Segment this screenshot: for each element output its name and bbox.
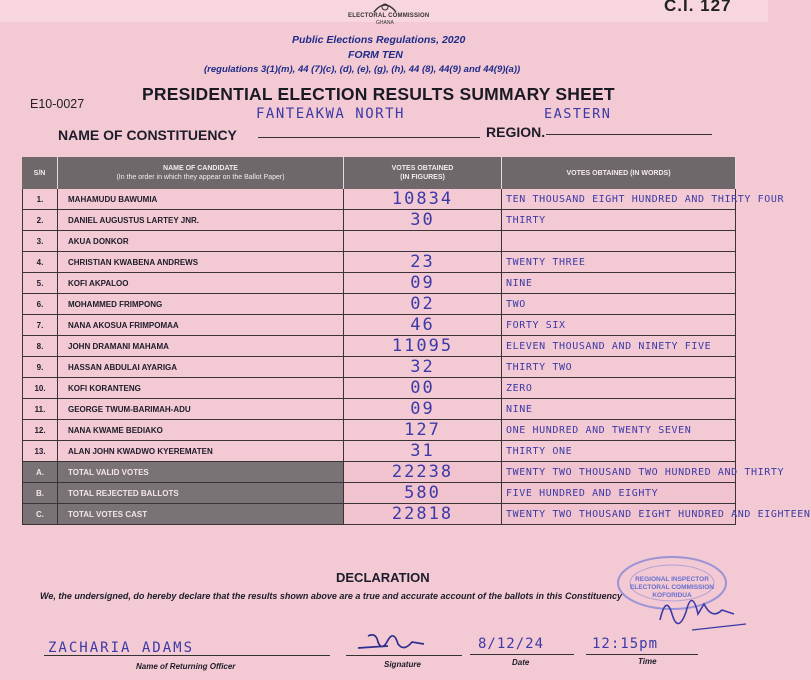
table-row: [22, 441, 736, 462]
table-row: [22, 294, 736, 315]
declaration-heading: DECLARATION: [336, 570, 430, 585]
constituency-underline: [258, 137, 480, 138]
header-figures: VOTES OBTAINED (IN FIGURES): [344, 157, 502, 189]
officer-signature: [354, 630, 438, 656]
votes-figures: 09: [344, 273, 502, 293]
candidate-name: ALAN JOHN KWADWO KYEREMATEN: [58, 441, 344, 461]
table-row: [22, 315, 736, 336]
votes-words: [502, 231, 736, 251]
candidate-name: MOHAMMED FRIMPONG: [58, 294, 344, 314]
date-label: Date: [512, 658, 530, 667]
votes-figures: 127: [344, 420, 502, 440]
total-row: [22, 483, 736, 504]
officer-underline: [44, 655, 330, 656]
votes-words: THIRTY TWO: [502, 357, 736, 377]
votes-words: TWENTY TWO THOUSAND EIGHT HUNDRED AND EIGHTEEN: [502, 504, 736, 524]
row-sn: 10.: [22, 378, 58, 398]
candidate-name: CHRISTIAN KWABENA ANDREWS: [58, 252, 344, 272]
region-value: EASTERN: [544, 106, 612, 122]
votes-figures: 580: [344, 483, 502, 503]
candidate-name: MAHAMUDU BAWUMIA: [58, 189, 344, 209]
table-row: [22, 420, 736, 441]
votes-figures: 11095: [344, 336, 502, 356]
row-sn: 5.: [22, 273, 58, 293]
page-title: PRESIDENTIAL ELECTION RESULTS SUMMARY SHEET: [142, 84, 615, 104]
votes-figures: 31: [344, 441, 502, 461]
table-row: [22, 273, 736, 294]
regulations-title: Public Elections Regulations, 2020: [292, 34, 466, 46]
date-value: 8/12/24: [478, 636, 545, 652]
total-row: [22, 462, 785, 483]
form-serial: E10-0027: [30, 97, 85, 111]
signature-underline: [346, 655, 462, 656]
votes-words: ZERO: [502, 378, 736, 398]
candidate-name: DANIEL AUGUSTUS LARTEY JNR.: [58, 210, 344, 230]
row-sn: 7.: [22, 315, 58, 335]
date-underline: [470, 654, 574, 655]
time-label: Time: [638, 657, 657, 666]
total-row: [22, 504, 811, 525]
form-code: C.I. 127: [664, 0, 732, 15]
returning-officer-name: ZACHARIA ADAMS: [48, 640, 195, 656]
votes-figures: 30: [344, 210, 502, 230]
results-table: [22, 157, 811, 525]
candidate-name: TOTAL VOTES CAST: [58, 504, 344, 524]
constituency-value: FANTEAKWA NORTH: [256, 106, 405, 122]
candidate-name: KOFI AKPALOO: [58, 273, 344, 293]
table-row: [22, 210, 736, 231]
votes-words: NINE: [502, 273, 736, 293]
table-row: [22, 378, 736, 399]
votes-words: ELEVEN THOUSAND AND NINETY FIVE: [502, 336, 736, 356]
table-row: [22, 252, 736, 273]
candidate-name: JOHN DRAMANI MAHAMA: [58, 336, 344, 356]
candidate-name: TOTAL REJECTED BALLOTS: [58, 483, 344, 503]
table-body: [22, 189, 811, 525]
row-sn: 2.: [22, 210, 58, 230]
table-row: [22, 357, 736, 378]
votes-figures: [344, 231, 502, 251]
constituency-label: NAME OF CONSTITUENCY: [58, 127, 237, 143]
votes-words: TWO: [502, 294, 736, 314]
row-sn: 11.: [22, 399, 58, 419]
row-sn: 4.: [22, 252, 58, 272]
votes-words: FORTY SIX: [502, 315, 736, 335]
form-name: FORM TEN: [348, 49, 403, 61]
header-words: VOTES OBTAINED (IN WORDS): [502, 157, 736, 189]
table-row: [22, 189, 785, 210]
candidate-name: NANA KWAME BEDIAKO: [58, 420, 344, 440]
candidate-name: KOFI KORANTENG: [58, 378, 344, 398]
declaration-text: We, the undersigned, do hereby declare that the results shown above are a true and accurate account of the ballots in this Constituency: [40, 591, 622, 601]
time-underline: [586, 654, 698, 655]
signature-label: Signature: [384, 660, 421, 669]
votes-figures: 22238: [344, 462, 502, 482]
region-underline: [546, 134, 712, 135]
row-sn: 1.: [22, 189, 58, 209]
row-sn: 3.: [22, 231, 58, 251]
regulation-refs: (regulations 3(1)(m), 44 (7)(c), (d), (e), (g), (h), 44 (8), 44(9) and 44(9)(a)): [204, 64, 521, 75]
candidate-name: NANA AKOSUA FRIMPOMAA: [58, 315, 344, 335]
coat-of-arms-icon: [372, 0, 398, 14]
candidate-name: AKUA DONKOR: [58, 231, 344, 251]
inspector-signature: [652, 584, 756, 636]
stamp-text: REGIONAL INSPECTOR ELECTORAL COMMISSION KOFORIDUA: [630, 576, 714, 599]
votes-words: TWENTY TWO THOUSAND TWO HUNDRED AND THIRTY: [502, 462, 736, 482]
votes-figures: 00: [344, 378, 502, 398]
candidate-name: HASSAN ABDULAI AYARIGA: [58, 357, 344, 377]
votes-figures: 09: [344, 399, 502, 419]
row-sn: B.: [22, 483, 58, 503]
votes-figures: 22818: [344, 504, 502, 524]
table-row: [22, 231, 736, 252]
votes-words: TEN THOUSAND EIGHT HUNDRED AND THIRTY FOUR: [502, 189, 736, 209]
votes-words: ONE HUNDRED AND TWENTY SEVEN: [502, 420, 736, 440]
time-value: 12:15pm: [592, 636, 659, 652]
candidate-name: GEORGE TWUM-BARIMAH-ADU: [58, 399, 344, 419]
row-sn: 8.: [22, 336, 58, 356]
votes-words: THIRTY: [502, 210, 736, 230]
votes-figures: 10834: [344, 189, 502, 209]
commission-country: GHANA: [376, 20, 394, 26]
row-sn: 13.: [22, 441, 58, 461]
row-sn: 6.: [22, 294, 58, 314]
header-name: NAME OF CANDIDATE (In the order in which they appear on the Ballot Paper): [58, 157, 344, 189]
row-sn: 9.: [22, 357, 58, 377]
returning-officer-label: Name of Returning Officer: [136, 662, 236, 671]
votes-figures: 46: [344, 315, 502, 335]
votes-figures: 32: [344, 357, 502, 377]
votes-words: THIRTY ONE: [502, 441, 736, 461]
row-sn: A.: [22, 462, 58, 482]
votes-figures: 23: [344, 252, 502, 272]
header-sn: S/N: [22, 157, 58, 189]
commission-name: ELECTORAL COMMISSION: [348, 13, 430, 19]
row-sn: C.: [22, 504, 58, 524]
table-row: [22, 399, 736, 420]
votes-figures: 02: [344, 294, 502, 314]
table-row: [22, 336, 736, 357]
votes-words: TWENTY THREE: [502, 252, 736, 272]
region-label: REGION.: [486, 124, 546, 140]
table-header: [22, 157, 736, 189]
votes-words: FIVE HUNDRED AND EIGHTY: [502, 483, 736, 503]
row-sn: 12.: [22, 420, 58, 440]
candidate-name: TOTAL VALID VOTES: [58, 462, 344, 482]
votes-words: NINE: [502, 399, 736, 419]
